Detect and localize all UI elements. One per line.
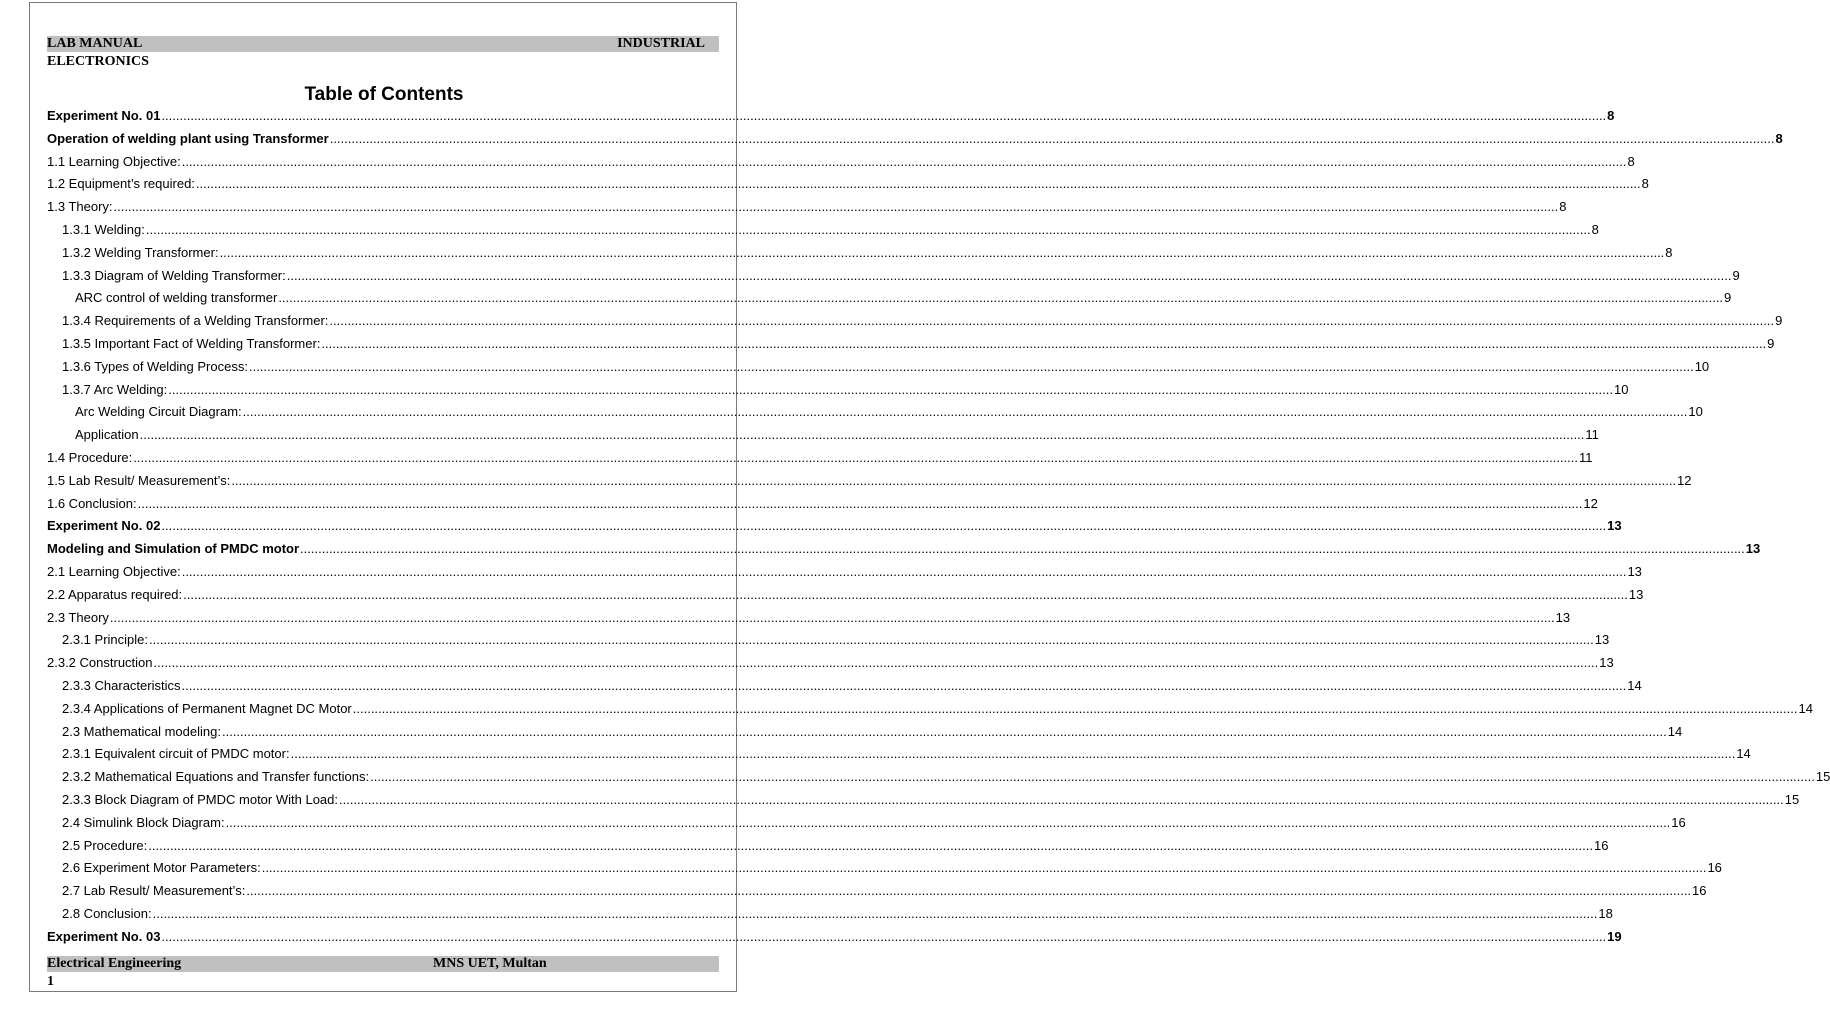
- toc-entry[interactable]: [47, 837, 1609, 853]
- toc-dot-leader: ................................................................................................................................................................................................................................................................................................................................................................................................................: [221, 723, 1667, 739]
- toc-entry[interactable]: [47, 677, 1642, 693]
- toc-entry-title: 2.7 Lab Result/ Measurement’s:: [62, 883, 246, 899]
- toc-page-number: 10: [1688, 404, 1703, 420]
- toc-entry[interactable]: [47, 563, 1642, 579]
- toc-page-number: 9: [1767, 336, 1775, 351]
- toc-page-number: 18: [1598, 906, 1613, 921]
- toc-dot-leader: ................................................................................................................................................................................................................................................................................................................................................................................................................: [246, 883, 1692, 899]
- toc-entry[interactable]: [47, 175, 1649, 192]
- toc-entry[interactable]: [47, 586, 1644, 602]
- toc-page-number: 8: [1665, 244, 1673, 260]
- toc-entry-title: 1.3 Theory:: [47, 199, 113, 215]
- toc-entry[interactable]: [47, 882, 1707, 899]
- toc-dot-leader: ................................................................................................................................................................................................................................................................................................................................................................................................................: [329, 313, 1775, 329]
- toc-dot-leader: ................................................................................................................................................................................................................................................................................................................................................................................................................: [181, 153, 1627, 169]
- toc-page-number: 14: [1736, 746, 1751, 762]
- toc-entry[interactable]: [47, 700, 1813, 716]
- toc-dot-leader: ................................................................................................................................................................................................................................................................................................................................................................................................................: [161, 108, 1607, 123]
- toc-entry-title: 2.3 Mathematical modeling:: [62, 723, 221, 739]
- toc-entry-title: Operation of welding plant using Transformer: [47, 130, 329, 146]
- toc-entry[interactable]: [47, 130, 1783, 146]
- toc-entry[interactable]: [47, 381, 1629, 397]
- running-footer: [47, 956, 719, 972]
- toc-entry-title: 1.6 Conclusion:: [47, 495, 137, 511]
- toc-page-number: 13: [1599, 655, 1614, 671]
- toc-page-number: 8: [1627, 153, 1635, 169]
- toc-entry[interactable]: [47, 768, 1830, 785]
- toc-page-number: 8: [1607, 108, 1615, 123]
- toc-entry[interactable]: [47, 472, 1692, 488]
- footer-right: MNS UET, Multan: [433, 956, 547, 971]
- toc-dot-leader: ................................................................................................................................................................................................................................................................................................................................................................................................................: [242, 404, 1688, 420]
- toc-dot-leader: ................................................................................................................................................................................................................................................................................................................................................................................................................: [339, 792, 1784, 807]
- toc-entry-title: 2.1 Learning Objective:: [47, 564, 181, 579]
- toc-entry[interactable]: [47, 153, 1635, 169]
- toc-entry[interactable]: [47, 517, 1622, 534]
- toc-page-number: 13: [1594, 632, 1610, 648]
- toc-entry[interactable]: [47, 859, 1722, 876]
- toc-dot-leader: ................................................................................................................................................................................................................................................................................................................................................................................................................: [329, 130, 1775, 146]
- toc-dot-leader: ................................................................................................................................................................................................................................................................................................................................................................................................................: [149, 632, 1594, 648]
- toc-page-number: 13: [1628, 586, 1644, 602]
- toc-page-number: 13: [1745, 541, 1761, 557]
- toc-dot-leader: ................................................................................................................................................................................................................................................................................................................................................................................................................: [278, 290, 1724, 306]
- toc-page-number: 8: [1591, 222, 1599, 237]
- toc-page-number: 11: [1585, 427, 1599, 443]
- toc-dot-leader: ................................................................................................................................................................................................................................................................................................................................................................................................................: [248, 358, 1694, 374]
- toc-page-number: 14: [1627, 678, 1642, 693]
- toc-entry[interactable]: [47, 358, 1710, 374]
- toc-dot-leader: ................................................................................................................................................................................................................................................................................................................................................................................................................: [181, 678, 1627, 693]
- toc-dot-leader: ................................................................................................................................................................................................................................................................................................................................................................................................................: [168, 381, 1613, 397]
- toc-entry-title: 1.1 Learning Objective:: [47, 153, 181, 169]
- toc-entry-title: 2.4 Simulink Block Diagram:: [62, 814, 225, 830]
- toc-page-number: 12: [1583, 495, 1598, 511]
- header-left: LAB MANUAL: [47, 36, 143, 51]
- toc-entry[interactable]: [47, 905, 1613, 921]
- toc-entry-title: 2.8 Conclusion:: [62, 906, 152, 921]
- toc-page-number: 14: [1798, 700, 1813, 716]
- toc-dot-leader: ................................................................................................................................................................................................................................................................................................................................................................................................................: [109, 609, 1555, 625]
- toc-page-number: 19: [1607, 928, 1622, 944]
- footer-left: Electrical Engineering: [47, 956, 182, 971]
- toc-page-number: 13: [1555, 609, 1571, 625]
- toc-page-number: 13: [1607, 518, 1622, 534]
- toc-dot-leader: ................................................................................................................................................................................................................................................................................................................................................................................................................: [370, 769, 1815, 785]
- toc-entry-title: 1.3.6 Types of Welding Process:: [62, 358, 248, 374]
- toc-entry[interactable]: [47, 631, 1610, 648]
- toc-page-number: 15: [1815, 769, 1830, 785]
- toc-dot-leader: ................................................................................................................................................................................................................................................................................................................................................................................................................: [161, 928, 1607, 944]
- toc-entry[interactable]: [47, 312, 1783, 329]
- toc-dot-leader: ................................................................................................................................................................................................................................................................................................................................................................................................................: [225, 814, 1671, 830]
- toc-entry-title: Arc Welding Circuit Diagram:: [75, 404, 242, 420]
- toc-entry-title: 2.3.3 Block Diagram of PMDC motor With Load:: [62, 792, 338, 807]
- toc-entry[interactable]: [47, 449, 1593, 465]
- toc-entry-title: 2.3 Theory: [47, 609, 109, 625]
- toc-dot-leader: ................................................................................................................................................................................................................................................................................................................................................................................................................: [300, 541, 1745, 557]
- toc-dot-leader: ................................................................................................................................................................................................................................................................................................................................................................................................................: [137, 495, 1583, 511]
- toc-entry-title: 2.3.1 Principle:: [62, 632, 148, 648]
- toc-page-number: 8: [1641, 176, 1649, 192]
- toc-entry[interactable]: [47, 495, 1598, 511]
- toc-dot-leader: ................................................................................................................................................................................................................................................................................................................................................................................................................: [152, 906, 1598, 921]
- toc-entry-title: 1.5 Lab Result/ Measurement’s:: [47, 472, 231, 488]
- toc-page-number: 16: [1594, 837, 1609, 853]
- toc-entry-title: 2.3.2 Mathematical Equations and Transfer functions:: [62, 769, 370, 785]
- toc-dot-leader: ................................................................................................................................................................................................................................................................................................................................................................................................................: [261, 860, 1707, 876]
- toc-entry[interactable]: [47, 221, 1599, 237]
- toc-entry[interactable]: [47, 745, 1751, 762]
- toc-entry-title: 2.3.4 Applications of Permanent Magnet DC Motor: [62, 700, 352, 716]
- toc-dot-leader: ................................................................................................................................................................................................................................................................................................................................................................................................................: [183, 586, 1628, 602]
- toc-page-number: 16: [1692, 883, 1707, 899]
- toc-entry-title: Experiment No. 03: [47, 928, 161, 944]
- toc-entry-title: 2.3.1 Equivalent circuit of PMDC motor:: [62, 746, 290, 762]
- toc-dot-leader: ................................................................................................................................................................................................................................................................................................................................................................................................................: [290, 746, 1736, 762]
- toc-page-number: 10: [1694, 358, 1710, 374]
- footer-page-number: 1: [47, 974, 54, 989]
- toc-entry[interactable]: [47, 540, 1761, 557]
- toc-entry-title: Application: [75, 427, 139, 443]
- toc-page-number: 15: [1784, 792, 1800, 807]
- toc-dot-leader: ................................................................................................................................................................................................................................................................................................................................................................................................................: [352, 700, 1798, 716]
- toc-entry-title: ARC control of welding transformer: [75, 290, 278, 306]
- toc-entry-title: 2.3.3 Characteristics: [62, 678, 181, 693]
- toc-entry[interactable]: [47, 403, 1703, 420]
- toc-entry-title: 2.5 Procedure:: [62, 837, 148, 853]
- toc-page-number: 10: [1614, 381, 1629, 397]
- toc-entry-title: 2.6 Experiment Motor Parameters:: [62, 860, 261, 876]
- toc-page-number: 8: [1559, 199, 1567, 215]
- toc-page-number: 9: [1724, 290, 1732, 306]
- toc-dot-leader: ................................................................................................................................................................................................................................................................................................................................................................................................................: [321, 336, 1767, 351]
- toc-entry-title: 1.3.3 Diagram of Welding Transformer:: [62, 267, 286, 283]
- toc-page-number: 12: [1677, 472, 1692, 488]
- toc-entry-title: 1.4 Procedure:: [47, 450, 133, 465]
- toc-dot-leader: ................................................................................................................................................................................................................................................................................................................................................................................................................: [145, 222, 1591, 237]
- toc-page-number: 11: [1579, 450, 1593, 465]
- toc-dot-leader: ................................................................................................................................................................................................................................................................................................................................................................................................................: [195, 176, 1641, 192]
- toc-entry[interactable]: [47, 791, 1800, 807]
- toc-dot-leader: ................................................................................................................................................................................................................................................................................................................................................................................................................: [133, 450, 1579, 465]
- toc-dot-leader: ................................................................................................................................................................................................................................................................................................................................................................................................................: [113, 199, 1559, 215]
- toc-page-number: 13: [1627, 564, 1642, 579]
- running-header: [47, 36, 719, 52]
- toc-entry-title: 2.3.2 Construction: [47, 655, 153, 671]
- toc-entry-title: 1.3.2 Welding Transformer:: [62, 244, 219, 260]
- toc-entry[interactable]: [47, 335, 1775, 351]
- toc-entry-title: Modeling and Simulation of PMDC motor: [47, 541, 300, 557]
- toc-entry[interactable]: [47, 198, 1567, 215]
- toc-dot-leader: ................................................................................................................................................................................................................................................................................................................................................................................................................: [153, 655, 1599, 671]
- toc-dot-leader: ................................................................................................................................................................................................................................................................................................................................................................................................................: [181, 564, 1627, 579]
- toc-entry[interactable]: [47, 267, 1740, 283]
- toc-entry-title: 1.3.1 Welding:: [62, 222, 145, 237]
- toc-entry[interactable]: [47, 426, 1599, 443]
- toc-page-number: 16: [1707, 860, 1722, 876]
- toc-entry[interactable]: [47, 814, 1686, 830]
- toc-page-number: 8: [1775, 130, 1783, 146]
- toc-entry[interactable]: [47, 244, 1673, 260]
- toc-dot-leader: ................................................................................................................................................................................................................................................................................................................................................................................................................: [161, 518, 1607, 534]
- toc-page-number: 14: [1667, 723, 1683, 739]
- toc-entry[interactable]: [47, 107, 1615, 123]
- header-right: INDUSTRIAL: [617, 36, 705, 51]
- toc-dot-leader: ................................................................................................................................................................................................................................................................................................................................................................................................................: [231, 472, 1677, 488]
- toc-entry[interactable]: [47, 654, 1614, 671]
- toc-entry[interactable]: [47, 289, 1732, 306]
- toc-page-number: 16: [1671, 814, 1686, 830]
- toc-page-number: 9: [1775, 313, 1783, 329]
- toc-dot-leader: ................................................................................................................................................................................................................................................................................................................................................................................................................: [286, 267, 1732, 283]
- toc-entry[interactable]: [47, 609, 1571, 625]
- toc-entry-title: 1.2 Equipment’s required:: [47, 176, 195, 192]
- toc-dot-leader: ................................................................................................................................................................................................................................................................................................................................................................................................................: [219, 244, 1665, 260]
- toc-entry-title: 2.2 Apparatus required:: [47, 586, 183, 602]
- toc-dot-leader: ................................................................................................................................................................................................................................................................................................................................................................................................................: [139, 427, 1585, 443]
- toc-entry-title: Experiment No. 02: [47, 518, 161, 534]
- toc-entry[interactable]: [47, 723, 1683, 739]
- toc-entry-title: 1.3.5 Important Fact of Welding Transformer:: [62, 336, 321, 351]
- toc-entry-title: 1.3.4 Requirements of a Welding Transformer:: [62, 313, 329, 329]
- toc-entry[interactable]: [47, 928, 1622, 944]
- toc-title: Table of Contents: [304, 84, 464, 105]
- toc-dot-leader: ................................................................................................................................................................................................................................................................................................................................................................................................................: [148, 837, 1594, 853]
- toc-page-number: 9: [1732, 267, 1740, 283]
- toc-entry-title: 1.3.7 Arc Welding:: [62, 381, 168, 397]
- toc-entry-title: Experiment No. 01: [47, 108, 161, 123]
- header-second-line: ELECTRONICS: [47, 54, 149, 69]
